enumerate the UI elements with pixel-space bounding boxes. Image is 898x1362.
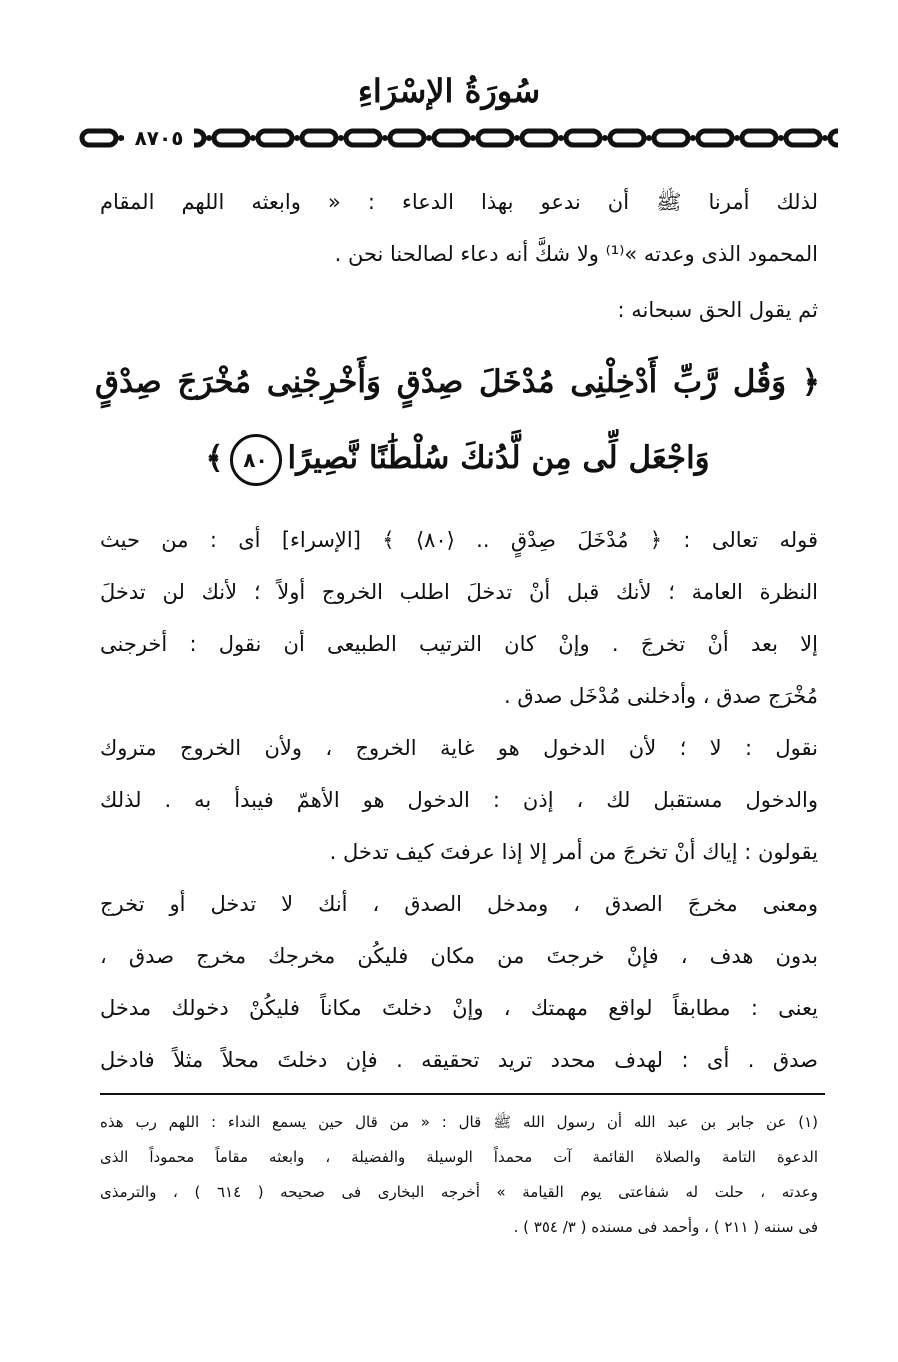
- verse-intro-paragraph: [100, 284, 818, 336]
- quran-verse: [95, 344, 820, 496]
- ornament-link: [566, 131, 600, 145]
- commentary-paragraph-1: [100, 514, 818, 722]
- ornament-link: [346, 131, 380, 145]
- ornament-link: [82, 131, 116, 145]
- ornament-link: [654, 131, 688, 145]
- ornament-dot: [294, 135, 300, 141]
- ornament-dot: [778, 135, 784, 141]
- ornament-link: [214, 131, 248, 145]
- ornament-dot: [602, 135, 608, 141]
- footnote-divider: [100, 1093, 825, 1095]
- text-line: يعنى : مطابقاً لواقع مهمتك ، وإنْ دخلتَ مكاناً فليكُنْ دخولك مدخل: [100, 996, 818, 1020]
- footnote-line: فى سننه ( ٢١١ ) ، وأحمد فى مسنده ( ٣/ ٣٥٤ ) .: [513, 1218, 818, 1236]
- ornament-link: [258, 131, 292, 145]
- ornament-link: [522, 131, 556, 145]
- ornament-dot: [822, 135, 828, 141]
- ornament-dot: [426, 135, 432, 141]
- ornament-link: [698, 131, 732, 145]
- footnote-line: (١) عن جابر بن عبد الله أن رسول الله ﷺ قال : « من قال حين يسمع النداء : اللهم رب هذه: [100, 1113, 818, 1131]
- ornament-dot: [734, 135, 740, 141]
- ayah-number-marker: ٨٠: [230, 434, 282, 486]
- text-line: لذلك أمرنا ﷺ أن ندعو بهذا الدعاء : « وابعثه اللهم المقام: [100, 190, 818, 214]
- intro-paragraph: [100, 176, 818, 280]
- text-line: قوله تعالى : ﴿ مُدْخَلَ صِدْقٍ .. ⟨٨٠⟩ ﴾ [الإسراء] أى : من حيث: [100, 528, 818, 552]
- ornament-dot: [250, 135, 256, 141]
- text-line: صدق . أى : لهدف محدد تريد تحقيقه . فإن دخلتَ محلاً مثلاً فادخل: [100, 1048, 818, 1072]
- page-number: ٨٧٠٥: [124, 125, 194, 151]
- text-line: والدخول مستقبل لك ، إذن : الدخول هو الأهمّ فيبدأ به . لذلك: [100, 788, 818, 812]
- text-line: ومعنى مخرجَ الصدق ، ومدخل الصدق ، أنك لا تدخل أو تخرج: [100, 892, 818, 916]
- verse-closing-bracket: ﴾: [205, 440, 224, 476]
- ornament-dot: [514, 135, 520, 141]
- ornament-link: [786, 131, 820, 145]
- ornament-link: [610, 131, 644, 145]
- footnote-line: الدعوة التامة والصلاة القائمة آت محمداً الوسيلة والفضيلة ، وابعثه مقاماً محموداً الذى: [100, 1148, 818, 1166]
- text-line: إلا بعد أنْ تخرجَ . وإنْ كان الترتيب الطبيعى أن نقول : أخرجنى: [100, 632, 818, 656]
- ornament-dot: [470, 135, 476, 141]
- footnote-line: وعدته ، حلت له شفاعتى يوم القيامة » أخرجه البخارى فى صحيحه ( ٦١٤ ) ، والترمذى: [100, 1183, 819, 1201]
- ornament-link: [302, 131, 336, 145]
- ornament-dot: [558, 135, 564, 141]
- ornament-link: [390, 131, 424, 145]
- ornament-dot: [690, 135, 696, 141]
- commentary-paragraph-3: [100, 878, 818, 1086]
- ornament-dot: [382, 135, 388, 141]
- text-line: النظرة العامة ؛ لأنك قبل أنْ تدخلَ اطلب الخروج أولاً ؛ لأنك لن تدخلَ: [100, 580, 818, 604]
- text-line: نقول : لا ؛ لأن الدخول هو غاية الخروج ، ولأن الخروج متروك: [100, 736, 818, 760]
- text-line: المحمود الذى وعدته »⁽¹⁾ ولا شكَّ أنه دعاء لصالحنا نحن .: [334, 242, 818, 266]
- ornament-dot: [646, 135, 652, 141]
- ornament-dot: [338, 135, 344, 141]
- text-line: يقولون : إياك أنْ تخرجَ من أمر إلا إذا عرفتَ كيف تدخل .: [329, 840, 818, 864]
- ornament-link: [742, 131, 776, 145]
- footnote: [100, 1105, 818, 1245]
- ornament-dot: [206, 135, 212, 141]
- commentary-paragraph-2: [100, 722, 818, 878]
- text-line: بدون هدف ، فإنْ خرجتَ من مكان فليكُن مخرجك مخرج صدق ،: [100, 944, 818, 968]
- verse-line-1: ﴿ وَقُل رَّبِّ أَدْخِلْنِى مُدْخَلَ صِدْقٍ وَأَخْرِجْنِى مُخْرَجَ صِدْقٍ: [95, 364, 820, 400]
- verse-line-2: [95, 420, 820, 496]
- verse-line-2-text: وَاجْعَل لِّى مِن لَّدُنكَ سُلْطَٰنًا نَّصِيرًا: [287, 440, 710, 476]
- surah-title: سُورَةُ الإسْرَاءِ: [357, 72, 541, 110]
- text-line: ثم يقول الحق سبحانه :: [617, 298, 818, 322]
- text-line: مُخْرَج صدق ، وأدخلنى مُدْخَل صدق .: [503, 684, 818, 708]
- ornament-link: [434, 131, 468, 145]
- ornament-link: [478, 131, 512, 145]
- ornament-link: [830, 131, 838, 145]
